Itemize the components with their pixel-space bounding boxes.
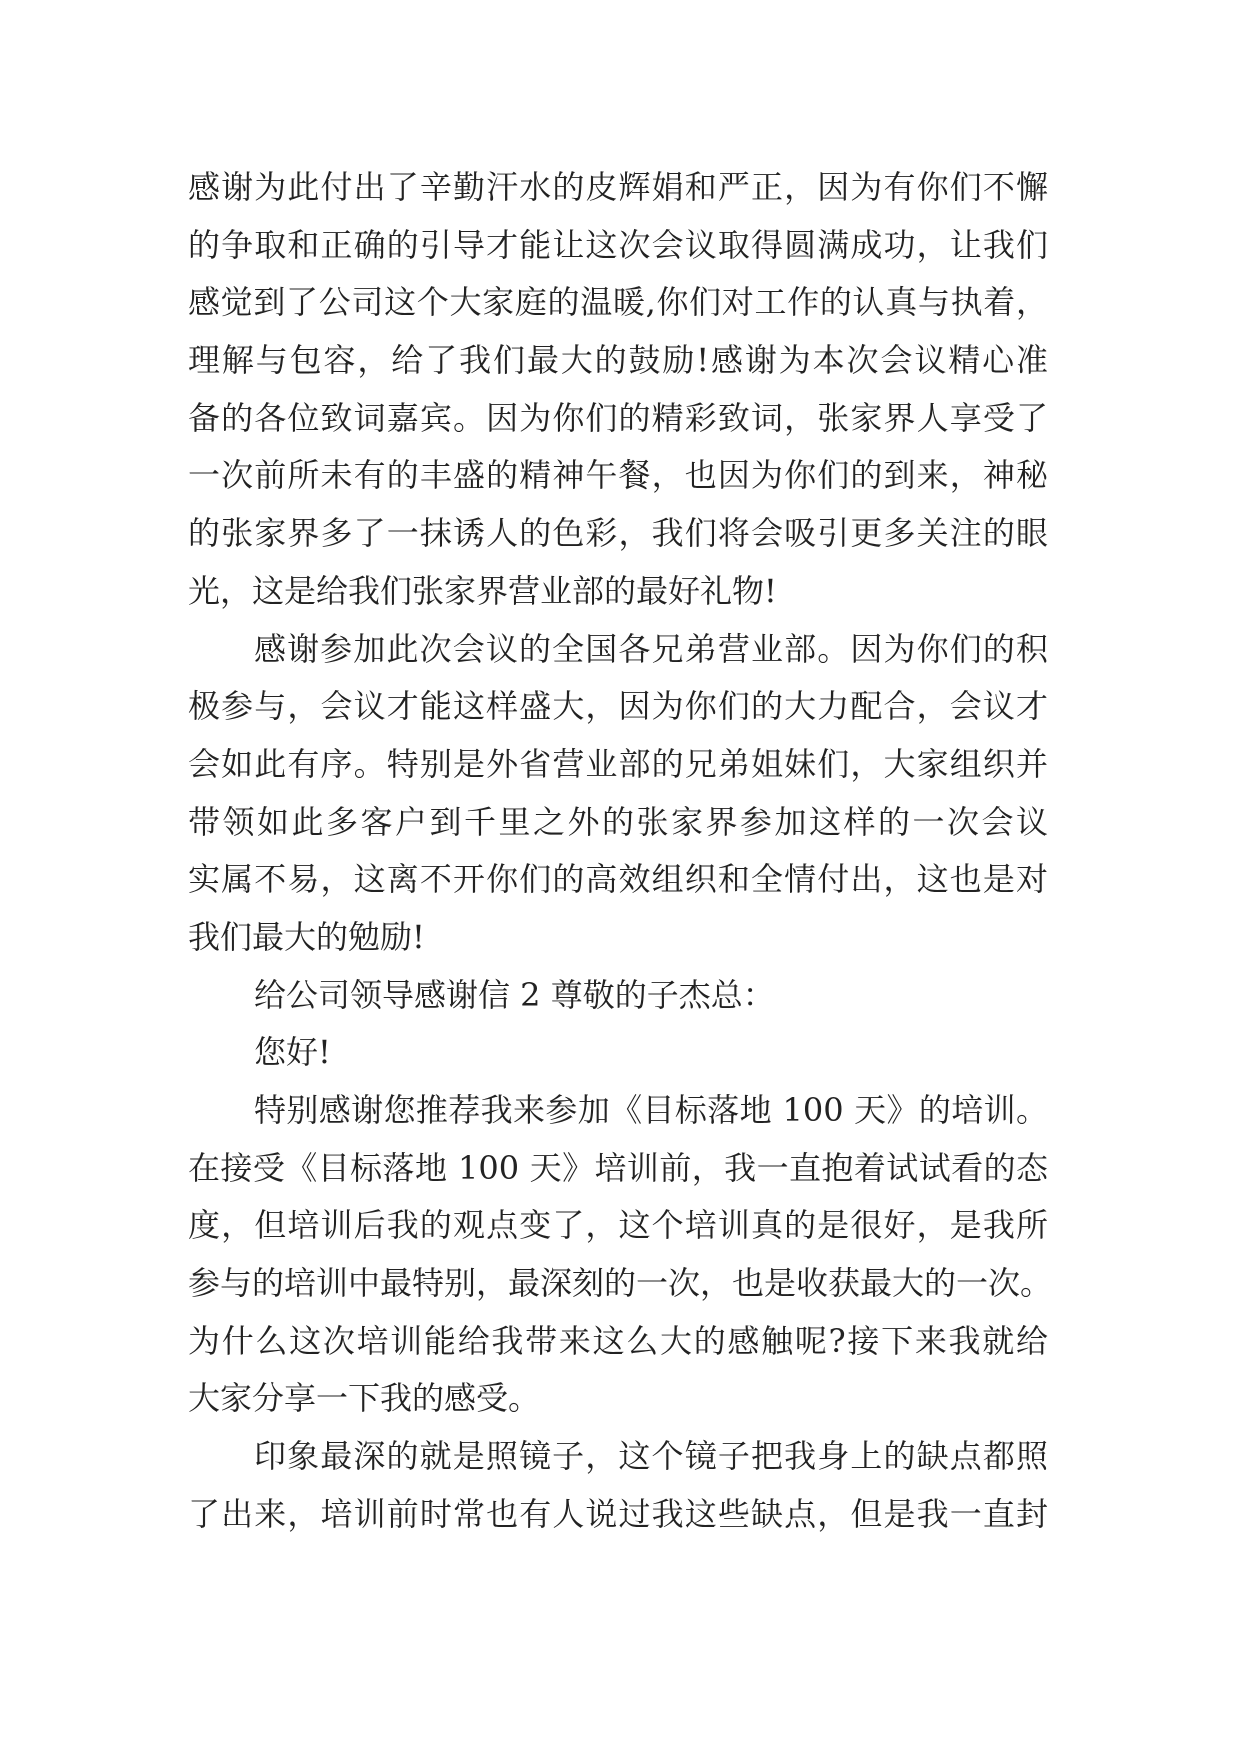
text-line: 的争取和正确的引导才能让这次会议取得圆满成功，让我们 xyxy=(188,225,1048,264)
paragraph-first-line: 印象最深的就是照镜子，这个镜子把我身上的缺点都照 xyxy=(254,1437,1048,1476)
paragraph-first-line: 感谢参加此次会议的全国各兄弟营业部。因为你们的积 xyxy=(254,629,1048,668)
text-line: 在接受《目标落地 100 天》培训前，我一直抱着试试看的态 xyxy=(188,1148,1048,1187)
text-line: 极参与，会议才能这样盛大，因为你们的大力配合，会议才 xyxy=(188,687,1048,726)
letter-greeting: 您好! xyxy=(254,1033,331,1072)
text-line: 备的各位致词嘉宾。因为你们的精彩致词，张家界人享受了 xyxy=(188,398,1048,437)
document-body xyxy=(188,158,1053,1543)
text-line: 实属不易，这离不开你们的高效组织和全情付出，这也是对 xyxy=(188,860,1048,899)
text-line: 感觉到了公司这个大家庭的温暖,你们对工作的认真与执着， xyxy=(188,283,1048,322)
text-line: 我们最大的勉励! xyxy=(188,917,425,956)
text-line: 光，这是给我们张家界营业部的最好礼物! xyxy=(188,571,777,610)
text-line: 一次前所未有的丰盛的精神午餐，也因为你们的到来，神秘 xyxy=(188,456,1048,495)
text-line: 感谢为此付出了辛勤汗水的皮辉娟和严正，因为有你们不懈 xyxy=(188,168,1048,206)
text-line: 理解与包容，给了我们最大的鼓励!感谢为本次会议精心准 xyxy=(188,341,1048,380)
text-line: 的张家界多了一抹诱人的色彩，我们将会吸引更多关注的眼 xyxy=(188,514,1048,553)
text-line: 带领如此多客户到千里之外的张家界参加这样的一次会议 xyxy=(188,802,1048,841)
letter-heading: 给公司领导感谢信 2 尊敬的子杰总： xyxy=(254,975,775,1014)
text-line: 度，但培训后我的观点变了，这个培训真的是很好，是我所 xyxy=(188,1206,1048,1245)
text-line: 会如此有序。特别是外省营业部的兄弟姐妹们，大家组织并 xyxy=(188,744,1048,783)
text-line: 参与的培训中最特别，最深刻的一次，也是收获最大的一次。 xyxy=(188,1264,1053,1303)
text-line: 大家分享一下我的感受。 xyxy=(188,1379,541,1418)
text-line: 了出来，培训前时常也有人说过我这些缺点，但是我一直封 xyxy=(188,1494,1048,1533)
text-line: 为什么这次培训能给我带来这么大的感触呢?接下来我就给 xyxy=(188,1321,1048,1360)
paragraph-first-line: 特别感谢您推荐我来参加《目标落地 100 天》的培训。 xyxy=(254,1091,1048,1129)
